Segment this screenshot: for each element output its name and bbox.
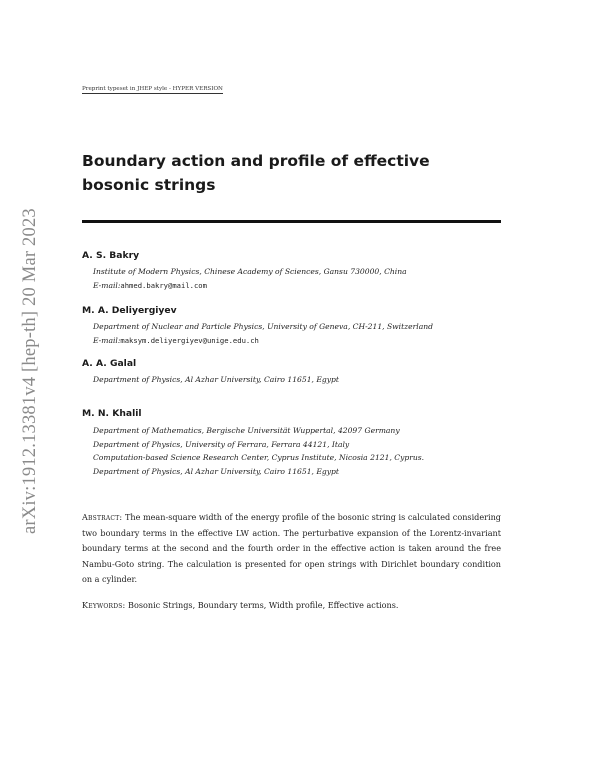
author-name: M. N. Khalil — [82, 408, 142, 419]
abstract — [82, 510, 501, 588]
keywords-text: Bosonic Strings, Boundary terms, Width profile, Effective actions. — [128, 600, 399, 610]
author-affiliation-block — [93, 265, 407, 292]
abstract-text: The mean-square width of the energy profile of the bosonic string is calculated considering two boundary terms in the effective LW action. The perturbative expansion of the Lorentz-invariant boundary terms at the second and the fourth order in the effective action is taken around the free Nambu-Goto string. The calculation is presented for open strings with Dirichlet boundary condition on a cylinder. — [82, 512, 501, 584]
author-affiliation-block — [93, 320, 433, 347]
affiliation-line: Department of Physics, Al Azhar University, Cairo 11651, Egypt — [93, 375, 339, 384]
affiliation-line: Department of Physics, Al Azhar University, Cairo 11651, Egypt — [93, 466, 339, 476]
email-line — [93, 334, 433, 348]
affiliation-line: Department of Mathematics, Bergische Universität Wuppertal, 42097 Germany — [93, 426, 400, 435]
keywords-label: Keywords: — [82, 600, 126, 610]
author-affiliation-block — [93, 424, 424, 478]
title-rule — [82, 220, 501, 223]
email-line — [93, 279, 407, 293]
email-label: E-mail: — [93, 335, 121, 345]
affiliation-line: Department of Physics, University of Ferrara, Ferrara 44121, Italy — [93, 439, 350, 449]
author-name: A. A. Galal — [82, 358, 137, 369]
paper-title: Boundary action and profile of effective bosonic strings — [82, 152, 430, 194]
affiliation-line: Institute of Modern Physics, Chinese Academy of Sciences, Gansu 730000, China — [93, 267, 407, 276]
affiliation-line: Department of Nuclear and Particle Physics, University of Geneva, CH-211, Switzerland — [93, 322, 433, 331]
email-address[interactable]: maksym.deliyergiyev@unige.edu.ch — [120, 335, 259, 345]
author-affiliation-block — [93, 373, 339, 387]
author-name: A. S. Bakry — [82, 250, 140, 261]
keywords — [82, 598, 501, 613]
arxiv-identifier: arXiv:1912.13381v4 [hep-th] 20 Mar 2023 — [20, 208, 40, 534]
author-name: M. A. Deliyergiyev — [82, 305, 177, 316]
email-label: E-mail: — [93, 280, 121, 290]
email-address[interactable]: ahmed.bakry@mail.com — [120, 280, 207, 290]
affiliation-line: Computation-based Science Research Center, Cyprus Institute, Nicosia 2121, Cyprus. — [93, 453, 425, 462]
abstract-label: Abstract: — [82, 512, 123, 522]
preprint-note: Preprint typeset in JHEP style - HYPER VERSION — [82, 86, 223, 92]
